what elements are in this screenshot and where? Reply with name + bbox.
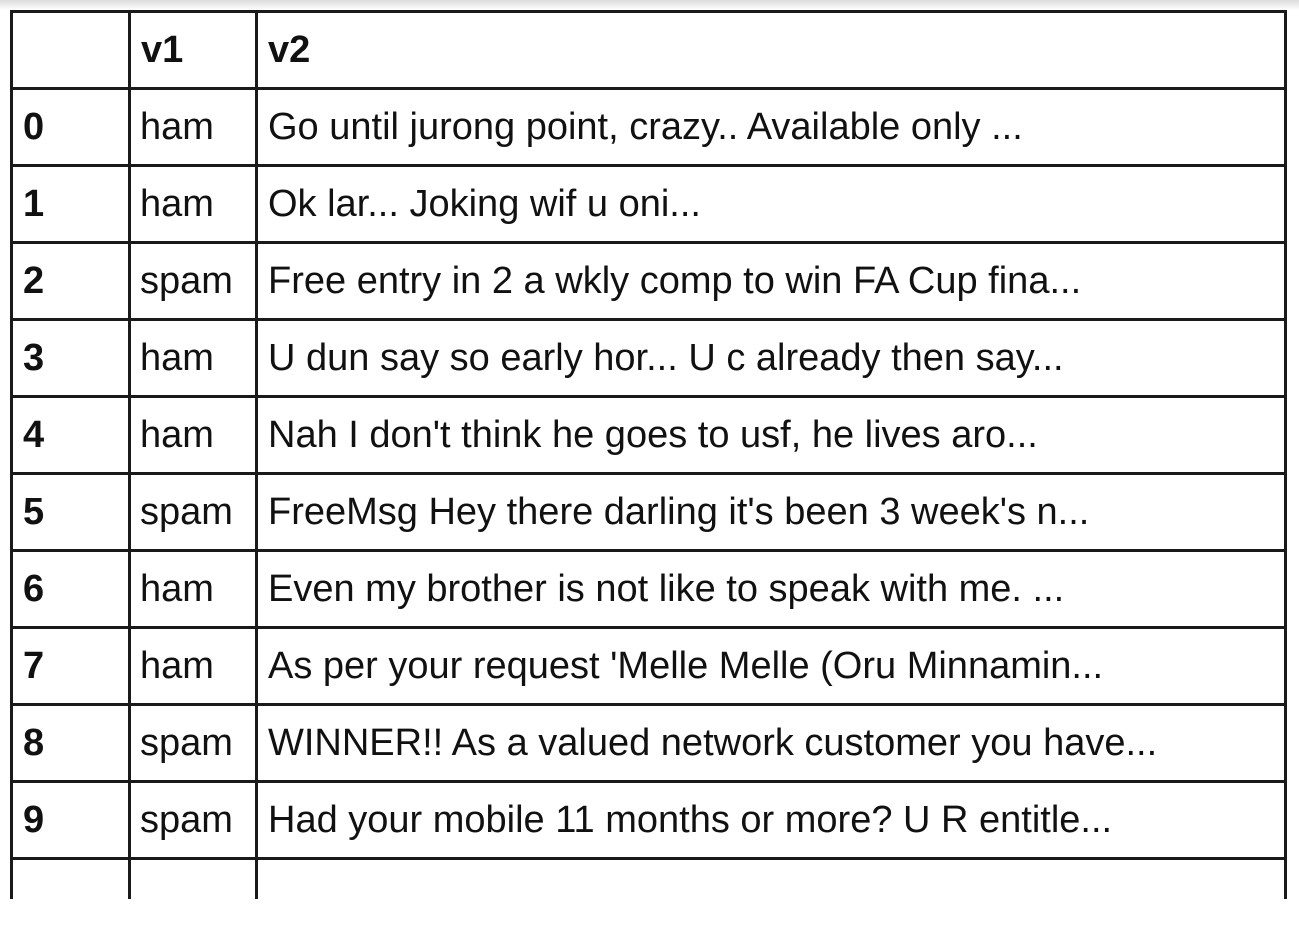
table-row [12, 782, 1286, 859]
cell-v1 [130, 859, 257, 899]
header-row [12, 12, 1286, 89]
cell-v1: spam [130, 243, 257, 320]
cell-v2: U dun say so early hor... U c already then say... [257, 320, 1286, 397]
table-row [12, 474, 1286, 551]
table-row [12, 397, 1286, 474]
row-index: 9 [12, 782, 130, 859]
table-row [12, 320, 1286, 397]
cell-v1: ham [130, 166, 257, 243]
cell-v2: Had your mobile 11 months or more? U R entitle... [257, 782, 1286, 859]
table-header [12, 12, 1286, 89]
row-index: 4 [12, 397, 130, 474]
cell-v1: ham [130, 320, 257, 397]
header-index [12, 12, 130, 89]
top-edge-shadow [0, 0, 1299, 10]
dataframe-table [10, 10, 1287, 899]
row-index: 0 [12, 89, 130, 166]
cell-v2: FreeMsg Hey there darling it's been 3 week's n... [257, 474, 1286, 551]
cell-v2: Nah I don't think he goes to usf, he lives aro... [257, 397, 1286, 474]
cell-v2: As per your request 'Melle Melle (Oru Minnamin... [257, 628, 1286, 705]
table-row [12, 628, 1286, 705]
table-row [12, 89, 1286, 166]
row-index: 8 [12, 705, 130, 782]
cell-v1: spam [130, 474, 257, 551]
cell-v2: WINNER!! As a valued network customer you have... [257, 705, 1286, 782]
cell-v1: ham [130, 628, 257, 705]
table-row-cut-off [12, 859, 1286, 899]
table-row [12, 551, 1286, 628]
row-index: 7 [12, 628, 130, 705]
cell-v1: spam [130, 782, 257, 859]
header-v1: v1 [130, 12, 257, 89]
row-index: 1 [12, 166, 130, 243]
cell-v2 [257, 859, 1286, 899]
row-index: 5 [12, 474, 130, 551]
row-index: 6 [12, 551, 130, 628]
cell-v2: Even my brother is not like to speak with me. ... [257, 551, 1286, 628]
cell-v1: ham [130, 551, 257, 628]
row-index [12, 859, 130, 899]
cell-v1: ham [130, 89, 257, 166]
cell-v2: Free entry in 2 a wkly comp to win FA Cup fina... [257, 243, 1286, 320]
cell-v2: Ok lar... Joking wif u oni... [257, 166, 1286, 243]
cell-v1: spam [130, 705, 257, 782]
table-row [12, 243, 1286, 320]
table-row [12, 166, 1286, 243]
header-v2: v2 [257, 12, 1286, 89]
row-index: 3 [12, 320, 130, 397]
cell-v1: ham [130, 397, 257, 474]
table-body [12, 89, 1286, 899]
cell-v2: Go until jurong point, crazy.. Available only ... [257, 89, 1286, 166]
row-index: 2 [12, 243, 130, 320]
table-row [12, 705, 1286, 782]
